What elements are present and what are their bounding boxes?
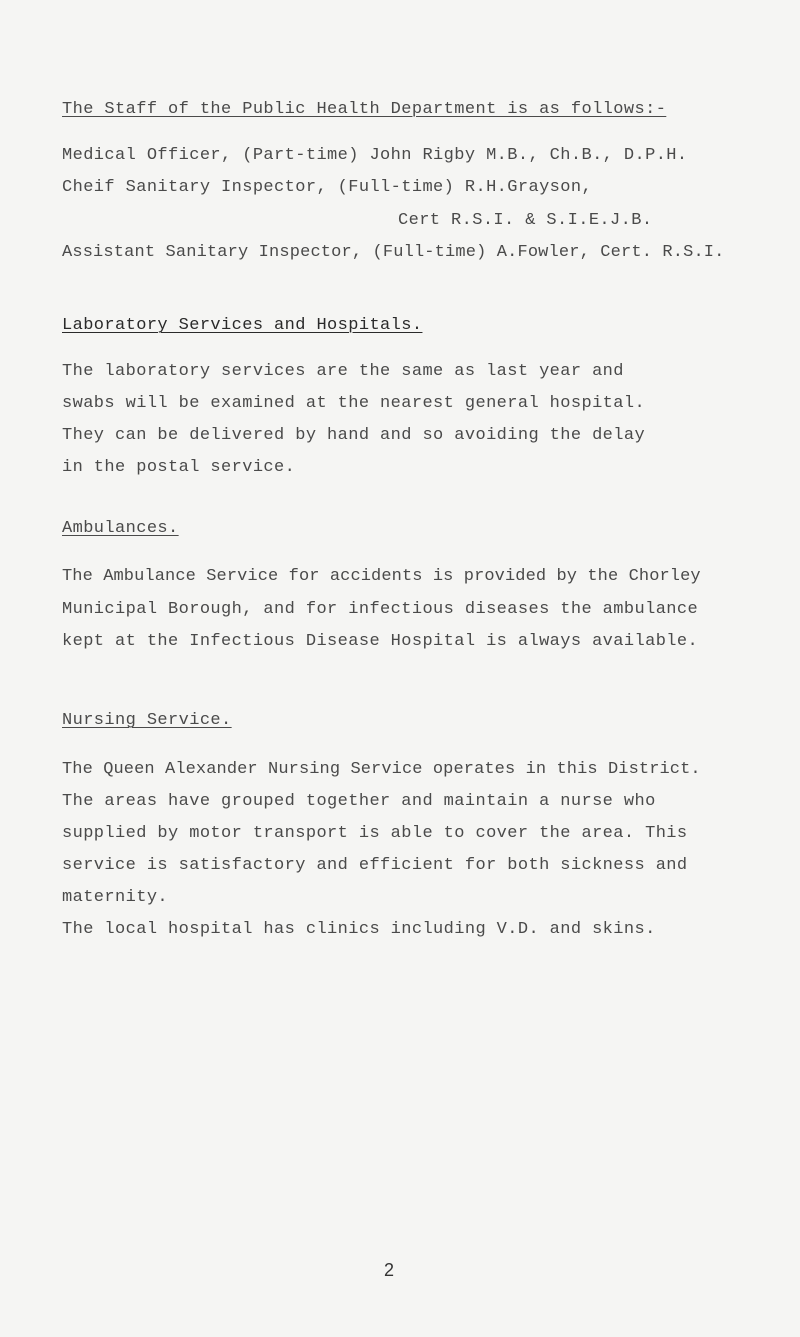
staff-line-medical-officer: Medical Officer, (Part-time) John Rigby M.B., Ch.B., D.P.H.	[62, 146, 688, 165]
staff-heading: The Staff of the Public Health Department is as follows:-	[62, 100, 667, 119]
nursing-line-1: The Queen Alexander Nursing Service operates in this District.	[62, 760, 701, 779]
nursing-line-6: The local hospital has clinics including V.D. and skins.	[62, 920, 656, 939]
nursing-line-5: maternity.	[62, 888, 169, 907]
ambulances-heading: Ambulances.	[62, 519, 179, 538]
nursing-line-2: The areas have grouped together and maintain a nurse who	[62, 792, 656, 811]
laboratory-line-1: The laboratory services are the same as last year and	[62, 362, 624, 381]
ambulances-line-2: Municipal Borough, and for infectious diseases the ambulance	[62, 600, 699, 619]
staff-line-chief-inspector: Cheif Sanitary Inspector, (Full-time) R.H.Grayson,	[62, 178, 593, 197]
ambulances-line-1: The Ambulance Service for accidents is provided by the Chorley	[62, 567, 701, 586]
nursing-line-3: supplied by motor transport is able to cover the area. This	[62, 824, 688, 843]
laboratory-heading: Laboratory Services and Hospitals.	[62, 316, 423, 335]
laboratory-line-4: in the postal service.	[62, 458, 296, 477]
nursing-heading: Nursing Service.	[62, 711, 232, 730]
staff-line-certificates: Cert R.S.I. & S.I.E.J.B.	[398, 211, 653, 230]
laboratory-line-3: They can be delivered by hand and so avoiding the delay	[62, 426, 646, 445]
staff-line-assistant-inspector: Assistant Sanitary Inspector, (Full-time) A.Fowler, Cert. R.S.I.	[62, 243, 725, 262]
laboratory-line-2: swabs will be examined at the nearest general hospital.	[62, 394, 646, 413]
page-number: 2	[384, 1260, 395, 1280]
nursing-line-4: service is satisfactory and efficient for both sickness and	[62, 856, 688, 875]
ambulances-line-3: kept at the Infectious Disease Hospital is always available.	[62, 632, 699, 651]
